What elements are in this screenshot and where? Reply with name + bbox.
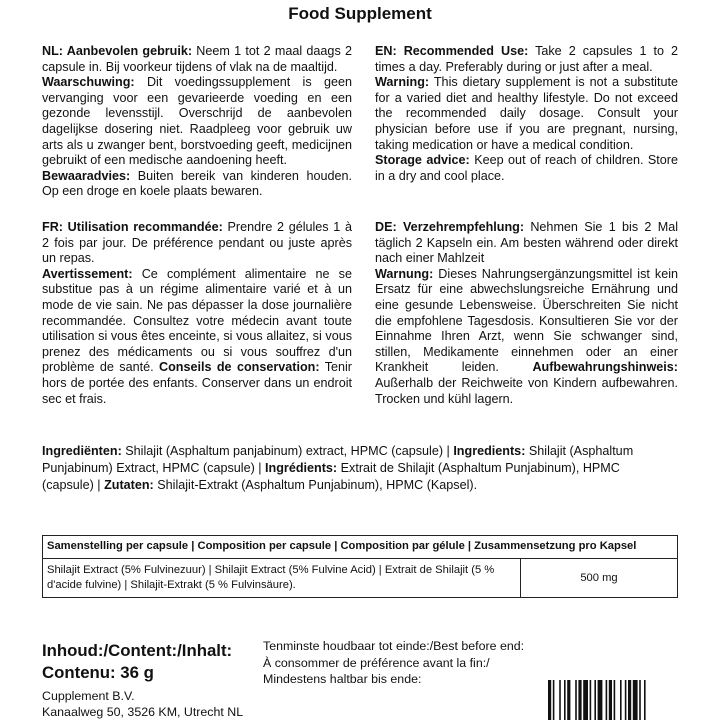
best-before-line-2: À consommer de préférence avant la fin:/	[263, 655, 490, 670]
barcode-bar	[548, 680, 551, 720]
fr-use-label: FR: Utilisation recommandée:	[42, 220, 223, 234]
page-title: Food Supplement	[288, 4, 432, 23]
de-warning-text: Dieses Nahrungsergänzungsmittel ist kein Ersatz für eine abwechslungsreiche Ernährung und eine gesunde Lebensweise. Überschreiten Sie nicht die empfohlene Tagesdosis. Konsultieren Sie vor der Einnahme Ihren Arzt, wenn Sie schwanger sind, stillen, Medikamente einnehmen oder an einer Krankheit leiden.	[375, 266, 678, 375]
de-section	[375, 220, 678, 407]
barcode-bar	[559, 680, 561, 720]
de-use-label: DE: Verzehrempfehlung:	[375, 220, 525, 234]
barcode-bar	[614, 680, 616, 720]
fr-warning-label: Avertissement:	[42, 266, 133, 281]
en-ingredients-label: Ingredients:	[453, 444, 526, 458]
en-section	[375, 44, 678, 184]
barcode-bar	[594, 680, 596, 720]
company-name: Cupplement B.V.	[42, 689, 135, 703]
composition-amount: 500 mg	[521, 559, 678, 598]
company-address: Kanaalweg 50, 3526 KM, Utrecht NL	[42, 705, 244, 719]
barcode-bar	[564, 680, 566, 720]
barcode-bar	[639, 680, 641, 720]
fr-ingredients-label: Ingrédients:	[265, 461, 338, 475]
en-use-label: EN: Recommended Use:	[375, 44, 529, 58]
barcode-bar	[578, 680, 581, 720]
nl-ingredients-label: Ingrediënten:	[42, 444, 122, 458]
de-use-text: Nehmen Sie 1 bis 2 Mal täglich 2 Kapseln ein. Am besten während oder direkt nach einer Mahlzeit	[375, 220, 678, 266]
nl-storage-label: Bewaaradvies:	[42, 168, 131, 183]
barcode-bar	[628, 680, 631, 720]
en-warning-text: This dietary supplement is not a substitute for a varied diet and healthy lifestyle. Do not exceed the recommended daily dosage. Consult your physician before use if you are pregnant, nursing, taking medication or have a medical condition.	[375, 75, 678, 152]
table-row	[43, 559, 678, 598]
best-before-line-3: Mindestens haltbar bis ende:	[263, 672, 422, 686]
barcode-bar	[575, 680, 577, 720]
fr-storage-label: Conseils de conservation:	[158, 360, 320, 375]
nl-use-label: NL: Aanbevolen gebruik:	[42, 44, 193, 58]
nl-warning-text: Dit voedingssupplement is geen vervanging voor een gevarieerde voeding en een gezonde levensstijl. Overschrijd de aanbevolen dagelijkse dosering niet. Raadpleeg voor gebruik uw arts als u zwanger bent, borstvoeding geeft, medicijnen gebruikt of een medische aandoening heeft.	[42, 75, 352, 168]
net-contents	[42, 640, 232, 684]
barcode-bar	[590, 680, 592, 720]
en-warning-label: Warning:	[375, 75, 430, 90]
barcode-bar	[567, 680, 570, 720]
composition-header: Samenstelling per capsule | Composition per capsule | Composition par gélule | Zusammensetzung pro Kapsel	[43, 536, 678, 559]
nl-warning-label: Waarschuwing:	[42, 75, 135, 90]
company-info	[42, 688, 243, 720]
barcode-bar	[553, 680, 555, 720]
contents-weight: Contenu: 36 g	[42, 663, 154, 682]
barcode-bar	[606, 680, 608, 720]
fr-storage-text: Tenir hors de portée des enfants. Conserver dans un endroit sec et frais.	[42, 360, 352, 406]
fr-use-text: Prendre 2 gélules 1 à 2 fois par jour. De préférence pendant ou juste après un repas.	[42, 220, 352, 266]
en-storage-label: Storage advice:	[375, 153, 470, 168]
contents-label: Inhoud:/Content:/Inhalt:	[42, 641, 233, 660]
en-use-text: Take 2 capsules 1 to 2 times a day. Preferably during or just after a meal.	[375, 44, 678, 74]
best-before-line-1: Tenminste houdbaar tot einde:/Best before end:	[263, 639, 525, 653]
en-ingredients-text: Shilajit (Asphaltum Punjabinum) Extract, HPMC (capsule) |	[42, 444, 634, 475]
nl-storage-text: Buiten bereik van kinderen houden. Op een droge en koele plaats bewaren.	[42, 168, 352, 199]
barcode-bar	[633, 680, 638, 720]
en-storage-text: Keep out of reach of children. Store in a dry and cool place.	[375, 153, 679, 183]
nl-use-text: Neem 1 tot 2 maal daags 2 capsule in. Bij voorkeur tijdens of vlak na de maaltijd.	[42, 44, 352, 74]
barcode-bar	[625, 680, 627, 720]
barcode-bar	[583, 680, 588, 720]
barcode-bar	[598, 680, 603, 720]
de-storage-text: Außerhalb der Reichweite von Kindern aufbewahren. Trocken und kühl lagern.	[375, 375, 678, 406]
barcode-bar	[609, 680, 612, 720]
fr-warning-text: Ce complément alimentaire ne se substitue pas à un régime alimentaire varié et à un mode de vie sain. Ne pas dépasser la dose journalière recommandée. Consultez votre médecin avant toute utilisation si vous êtes enceinte, si vous allaitez, si vous prenez des médicaments ou si vous souffrez d'un problème de santé.	[42, 266, 352, 375]
composition-table	[42, 535, 678, 598]
fr-section	[42, 220, 352, 407]
fr-ingredients-text: Extrait de Shilajit (Asphaltum Punjabinum), HPMC (capsule) |	[42, 461, 620, 492]
barcode-bar	[644, 680, 646, 720]
de-ingredients-label: Zutaten:	[104, 478, 154, 492]
de-storage-label: Aufbewahrungshinweis:	[532, 360, 678, 375]
best-before	[263, 638, 524, 688]
ingredients-section	[42, 443, 667, 494]
composition-ingredient: Shilajit Extract (5% Fulvinezuur) | Shilajit Extract (5% Fulvine Acid) | Extrait de Shilajit (5 % d'acide fulvine) | Shilajit-Extrakt (5 % Fulvinsäure).	[43, 559, 521, 598]
barcode-bar	[620, 680, 622, 720]
nl-section	[42, 44, 352, 200]
barcode-icon	[548, 680, 678, 720]
nl-ingredients-text: Shilajit (Asphaltum panjabinum) extract, HPMC (capsule) |	[121, 444, 454, 458]
de-ingredients-text: Shilajit-Extrakt (Asphaltum Punjabinum), HPMC (Kapsel).	[153, 478, 478, 492]
de-warning-label: Warnung:	[375, 266, 434, 281]
